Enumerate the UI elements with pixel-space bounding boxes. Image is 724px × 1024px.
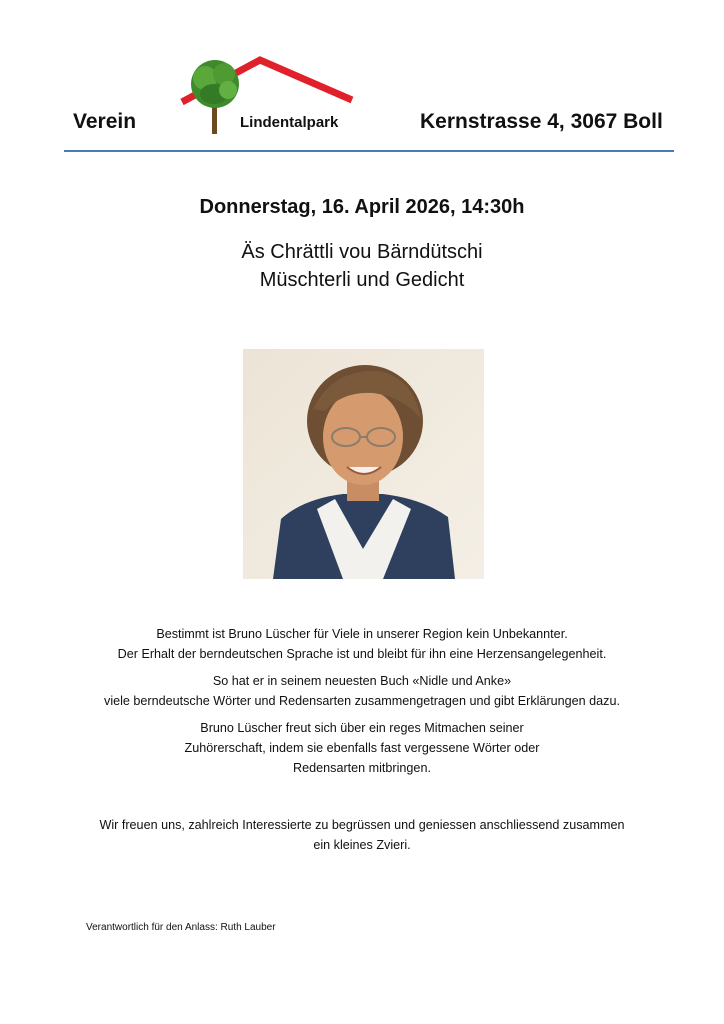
- paragraph-invitation: [60, 815, 664, 855]
- paragraph-line: Bestimmt ist Bruno Lüscher für Viele in unserer Region kein Unbekannter.: [156, 627, 568, 641]
- tree-crown: [191, 60, 239, 108]
- logo-text: Lindentalpark: [240, 114, 339, 131]
- paragraph-book: [60, 671, 664, 711]
- header-address: Kernstrasse 4, 3067 Boll: [420, 110, 663, 133]
- paragraph-line: Wir freuen uns, zahlreich Interessierte zu begrüssen und geniessen anschliessend zusammen: [99, 818, 625, 832]
- paragraph-intro: [60, 624, 664, 664]
- speaker-photo: [243, 349, 484, 579]
- footer-responsible: Verantwortlich für den Anlass: Ruth Lauber: [86, 922, 276, 933]
- paragraph-participation: [60, 718, 664, 778]
- paragraph-line: Bruno Lüscher freut sich über ein reges Mitmachen seiner: [200, 721, 524, 735]
- event-title-line: Äs Chrättli vou Bärndütschi: [241, 241, 483, 263]
- event-title-line: Müschterli und Gedicht: [259, 269, 465, 291]
- header-divider: [64, 150, 674, 152]
- paragraph-line: So hat er in seinem neuesten Buch «Nidle und Anke»: [212, 674, 512, 688]
- paragraph-line: ein kleines Zvieri.: [313, 838, 411, 852]
- event-date: Donnerstag, 16. April 2026, 14:30h: [199, 196, 525, 218]
- paragraph-line: Zuhörerschaft, indem sie ebenfalls fast vergessene Wörter oder: [184, 741, 540, 755]
- paragraph-line: viele berndeutsche Wörter und Redensarten zusammengetragen und gibt Erklärungen dazu.: [104, 694, 620, 708]
- event-title: [0, 238, 724, 294]
- header-association-label: Verein: [73, 110, 137, 133]
- paragraph-line: Redensarten mitbringen.: [293, 761, 431, 775]
- paragraph-line: Der Erhalt der berndeutschen Sprache ist und bleibt für ihn eine Herzensangelegenheit.: [117, 647, 607, 661]
